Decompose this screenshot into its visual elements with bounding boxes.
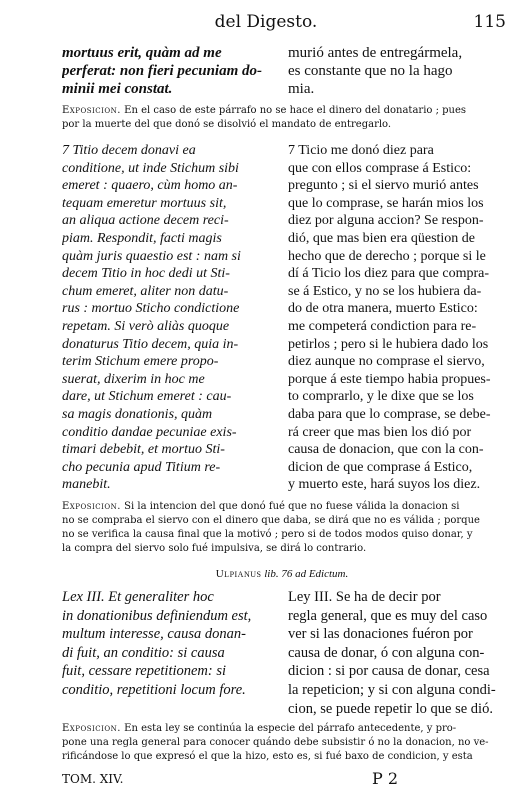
text-line: ver si las donaciones fuéron por	[288, 626, 473, 643]
exposition-note-2	[62, 500, 502, 556]
text-line: conditione, ut inde Stichum sibi	[62, 160, 239, 176]
text-line: rus : mortuo Sticho condictione	[62, 301, 240, 317]
note-line: En el caso de este párrafo no se hace el dinero del donatario ; pues	[124, 105, 467, 116]
text-line: perferat: non fieri pecuniam do-	[62, 63, 262, 79]
text-line: sa magis donationis, quàm	[62, 406, 213, 422]
text-line: an aliqua actione decem reci-	[62, 213, 229, 229]
spanish-column	[282, 142, 502, 494]
text-line: rá creer que mas bien los dió por	[288, 424, 472, 440]
volume-label: TOM. XIV.	[62, 772, 124, 786]
text-line: manebit.	[62, 477, 111, 493]
text-line: terim Stichum emere propo-	[62, 354, 219, 370]
text-line: porque á este tiempo habia propues-	[288, 371, 491, 387]
text-line: emeret : quaero, cùm homo an-	[62, 178, 238, 194]
text-block-2	[62, 142, 502, 494]
note-line: pone una regla general para conocer quándo debe subsistir ó no la donacion, no ve-	[62, 737, 489, 748]
page-header	[0, 12, 532, 36]
page-number: 115	[473, 12, 506, 32]
text-line: Ley III. Se ha de decir por	[288, 589, 441, 605]
text-line: di fuit, an conditio: si causa	[62, 644, 225, 661]
text-line: me competerá condiction para re-	[288, 318, 477, 334]
running-title: del Digesto.	[214, 12, 318, 32]
spanish-column	[282, 44, 502, 98]
text-line: cion, se puede repetir lo que se dió.	[288, 700, 493, 717]
source-reference: lib. 76 ad Edictum.	[264, 568, 349, 580]
page-footer	[62, 769, 502, 790]
text-line: conditio dandae pecuniae exis-	[62, 424, 237, 440]
text-line: repetam. Si verò aliàs quoque	[62, 318, 230, 334]
source-citation	[62, 568, 502, 580]
text-line: quàm juris quaestio est : nam si	[62, 248, 241, 264]
text-line: Lex III. Et generaliter hoc	[62, 589, 214, 605]
exposition-note-3	[62, 722, 502, 764]
note-line: no se verifica la causa final que la motivó ; pero si de todos modos quiso donar, y	[62, 529, 473, 540]
source-author: Ulpianus	[215, 568, 262, 580]
text-line: 7 Titio decem donavi ea	[62, 143, 196, 158]
text-line: 7 Ticio me donó diez para	[288, 143, 434, 158]
text-line: conditio, repetitioni locum fore.	[62, 681, 246, 698]
text-line: diez aunque no comprase el siervo,	[288, 354, 485, 370]
text-line: fuit, cessare repetitionem: si	[62, 663, 227, 680]
text-line: piam. Respondit, facti magis	[62, 230, 222, 246]
text-line: cho pecunia apud Titium re-	[62, 459, 221, 475]
text-line: regla general, que es muy del caso	[288, 607, 488, 624]
text-line: donaturus Titio decem, quia in-	[62, 336, 239, 352]
latin-column	[62, 142, 282, 494]
text-line: que con ellos comprase á Estico:	[288, 160, 472, 176]
exposition-note-1	[62, 104, 502, 132]
text-block-1	[62, 44, 502, 98]
text-line: diez por alguna accion? Se respon-	[288, 213, 484, 229]
text-line: mia.	[288, 81, 315, 97]
text-line: causa de donacion, que con la con-	[288, 442, 484, 458]
note-line: por la muerte del que donó se disolvió el mandato de entregarlo.	[62, 119, 392, 130]
text-line: daba para que lo comprase, se debe-	[288, 406, 491, 422]
text-line: decem Titio in hoc dedi ut Sti-	[62, 266, 230, 282]
text-line: in donationibus definiendum est,	[62, 607, 252, 624]
note-line: Si la intencion del que donó fué que no fuese válida la donacion si	[124, 501, 460, 512]
text-line: dió, que mas bien era qüestion de	[288, 230, 476, 246]
spanish-column	[282, 588, 502, 718]
text-line: la repeticion; y si con alguna condi-	[288, 681, 496, 698]
text-block-3	[62, 588, 502, 718]
note-label: Exposicion.	[62, 501, 121, 512]
signature-mark: P 2	[372, 769, 399, 788]
text-line: tequam emeretur mortuus sit,	[62, 195, 227, 211]
note-line: rificándose lo que expresó el que la hizo, esto es, si fué baxo de condicion, y esta	[62, 751, 473, 762]
text-line: petirlos ; pero si le hubiera dado los	[288, 336, 489, 352]
text-line: chum emeret, aliter non datu-	[62, 283, 229, 299]
note-line: la compra del siervo solo fué impulsiva, se dirá lo contrario.	[62, 543, 367, 554]
note-line: En esta ley se continúa la especie del párrafo antecedente, y pro-	[124, 723, 457, 734]
latin-column	[62, 44, 282, 98]
text-line: que lo comprase, se harán mios los	[288, 195, 484, 211]
text-line: causa de donar, ó con alguna con-	[288, 644, 485, 661]
text-line: minii mei constat.	[62, 81, 173, 97]
text-line: se á Estico, y no se los hubiera da-	[288, 283, 482, 299]
text-line: timari debebit, et mortuo Sti-	[62, 442, 225, 458]
text-line: es constante que no la hago	[288, 63, 453, 79]
note-line: no se compraba el siervo con el dinero que daba, se dirá que no es válida ; porque	[62, 515, 480, 526]
text-line: dí á Ticio los diez para que compra-	[288, 266, 490, 282]
note-label: Exposicion.	[62, 723, 121, 734]
latin-column	[62, 588, 282, 718]
note-label: Exposicion.	[62, 105, 121, 116]
text-line: murió antes de entregármela,	[288, 45, 463, 61]
text-line: mortuus erit, quàm ad me	[62, 45, 222, 61]
text-line: multum interesse, causa donan-	[62, 626, 246, 643]
text-line: suerat, dixerim in hoc me	[62, 371, 205, 387]
text-line: dicion de que comprase á Estico,	[288, 459, 473, 475]
text-line: to comprarlo, y le dixe que se los	[288, 389, 474, 405]
text-line: pregunto ; si el siervo murió antes	[288, 178, 479, 194]
text-line: hecho que de derecho ; porque si le	[288, 248, 486, 264]
text-line: do de otra manera, muerto Estico:	[288, 301, 478, 317]
text-line: y muerto este, hará suyos los diez.	[288, 477, 481, 493]
text-line: dare, ut Stichum emeret : cau-	[62, 389, 232, 405]
text-line: dicion : si por causa de donar, cesa	[288, 663, 490, 680]
